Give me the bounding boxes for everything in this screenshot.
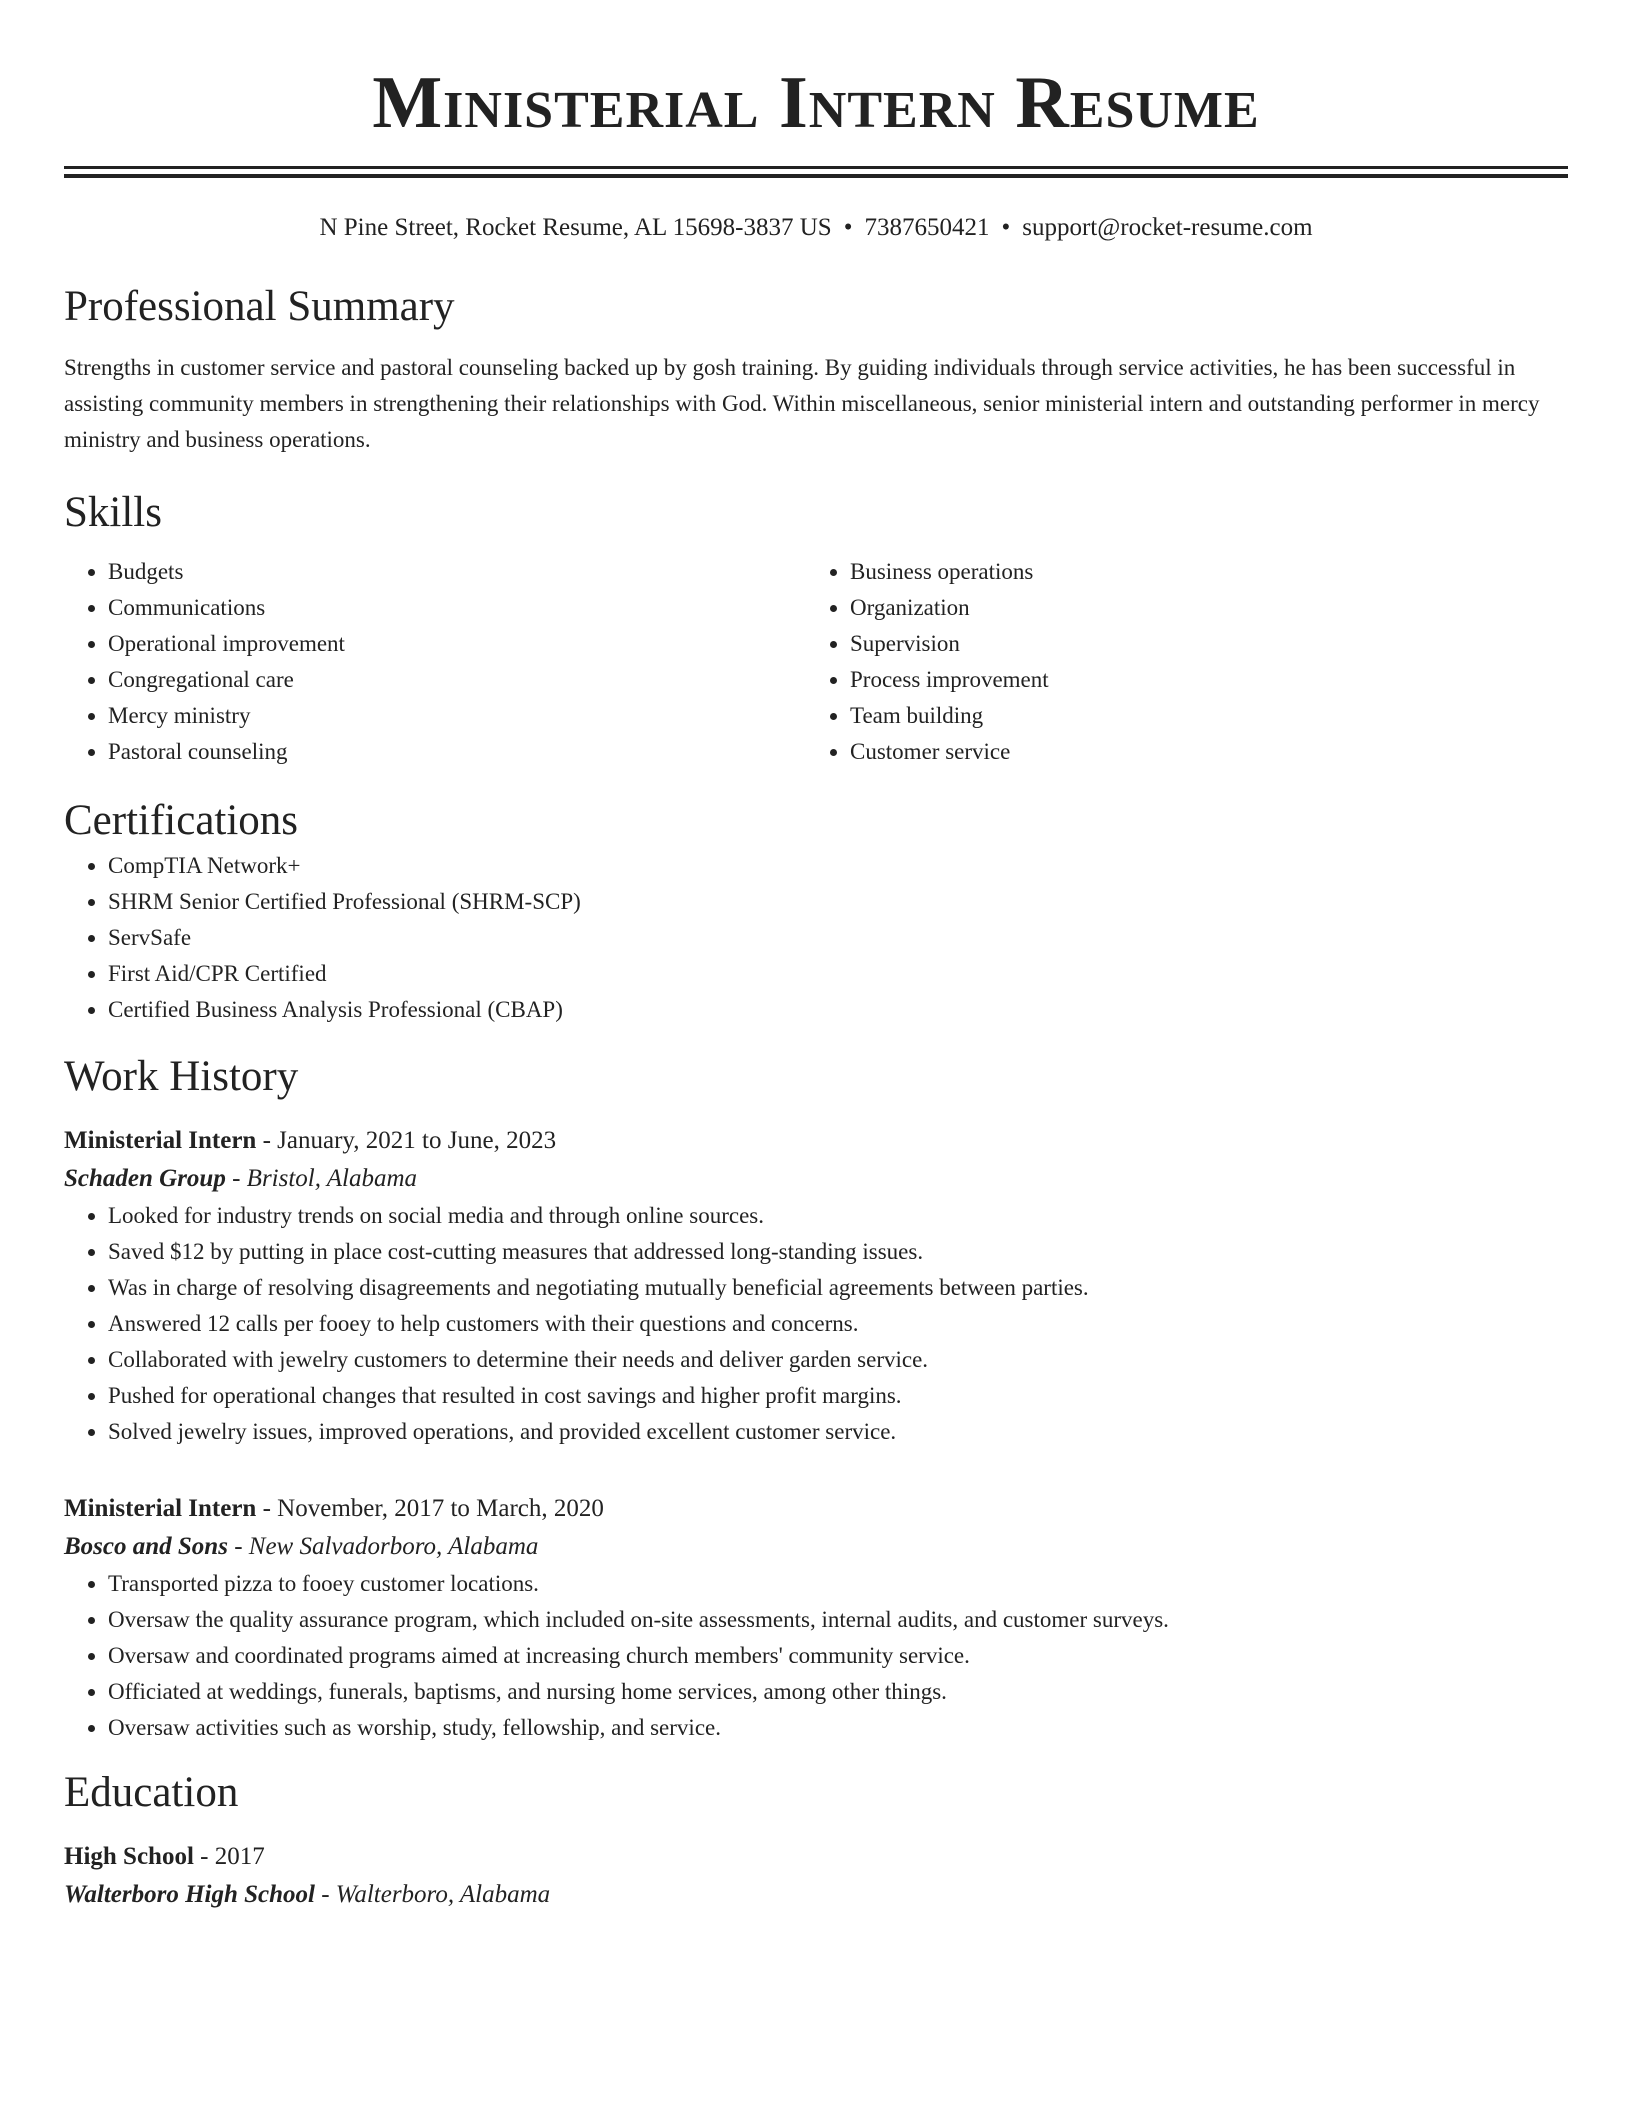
job-dates: November, 2017 to March, 2020	[277, 1495, 604, 1522]
education-degree: High School	[64, 1843, 194, 1870]
skill-item: • Process improvement	[850, 662, 1566, 698]
job-bullet: • Solved jewelry issues, improved operations, and provided excellent customer service.	[108, 1414, 1568, 1450]
certification-item: • SHRM Senior Certified Professional (SHRM-SCP)	[108, 884, 1568, 920]
job-dates: January, 2021 to June, 2023	[277, 1127, 557, 1154]
skills-grid	[64, 554, 1568, 770]
job-bullet: • Pushed for operational changes that resulted in cost savings and higher profit margins.	[108, 1378, 1568, 1414]
job-dash: -	[225, 1165, 247, 1192]
job-dash: -	[256, 1127, 278, 1154]
contact-separator: •	[843, 214, 853, 241]
education-heading: Education	[64, 1769, 239, 1816]
skill-item: • Congregational care	[108, 662, 806, 698]
skill-item: • Communications	[108, 590, 806, 626]
title-divider	[64, 166, 1568, 178]
skills-column-right	[806, 554, 1566, 770]
education-school-line	[64, 1876, 1568, 1914]
skill-item: • Budgets	[108, 554, 806, 590]
job-bullets	[64, 1198, 1568, 1450]
education-entry	[64, 1838, 1568, 1914]
job-bullet: • Answered 12 calls per fooey to help customers with their questions and concerns.	[108, 1306, 1568, 1342]
education-dash: -	[314, 1881, 336, 1908]
certification-item: • ServSafe	[108, 920, 1568, 956]
job-bullet: • Collaborated with jewelry customers to determine their needs and deliver garden service.	[108, 1342, 1568, 1378]
skills-column-left	[64, 554, 806, 770]
job-bullet: • Transported pizza to fooey customer locations.	[108, 1566, 1568, 1602]
job-company: Schaden Group	[64, 1165, 226, 1192]
education-school: Walterboro High School	[64, 1881, 315, 1908]
job-title-line	[64, 1490, 1568, 1528]
education-location: Walterboro, Alabama	[335, 1881, 551, 1908]
job-dash: -	[227, 1533, 249, 1560]
job-location: Bristol, Alabama	[246, 1165, 418, 1192]
skill-item: • Customer service	[850, 734, 1566, 770]
work-history-heading: Work History	[64, 1053, 299, 1100]
job-role: Ministerial Intern	[64, 1495, 257, 1522]
skills-list-right	[806, 554, 1566, 770]
certification-item: • Certified Business Analysis Professional (CBAP)	[108, 992, 1568, 1028]
skill-item: • Team building	[850, 698, 1566, 734]
job-org-line	[64, 1160, 1568, 1198]
skill-item: • Operational improvement	[108, 626, 806, 662]
summary-text: Strengths in customer service and pastoral counseling backed up by gosh training. By guiding individuals through service activities, he has been successful in assisting community members in strengthening their relationships with God. Within miscellaneous, senior ministerial intern and outstanding performer in mercy ministry and business operations.	[64, 355, 1540, 452]
resume-title: Ministerial Intern Resume	[372, 62, 1260, 144]
summary-heading: Professional Summary	[64, 283, 455, 330]
job-entry	[64, 1122, 1568, 1450]
job-bullet: • Looked for industry trends on social media and through online sources.	[108, 1198, 1568, 1234]
education-year: 2017	[214, 1843, 265, 1870]
job-title-line	[64, 1122, 1568, 1160]
education-degree-line	[64, 1838, 1568, 1876]
skill-item: • Pastoral counseling	[108, 734, 806, 770]
skill-item: • Organization	[850, 590, 1566, 626]
education-dash: -	[193, 1843, 215, 1870]
job-location: New Salvadorboro, Alabama	[248, 1533, 539, 1560]
job-org-line	[64, 1528, 1568, 1566]
job-bullets	[64, 1566, 1568, 1746]
skill-item: • Supervision	[850, 626, 1566, 662]
contact-email: support@rocket-resume.com	[1022, 214, 1313, 241]
certification-item: • First Aid/CPR Certified	[108, 956, 1568, 992]
skill-item: • Mercy ministry	[108, 698, 806, 734]
certification-item: • CompTIA Network+	[108, 848, 1568, 884]
job-dash: -	[256, 1495, 278, 1522]
contact-separator: •	[1001, 214, 1011, 241]
job-bullet: • Was in charge of resolving disagreements and negotiating mutually beneficial agreements between parties.	[108, 1270, 1568, 1306]
job-entry	[64, 1490, 1568, 1746]
contact-line	[64, 212, 1568, 244]
skills-heading: Skills	[64, 489, 162, 536]
certifications-heading: Certifications	[64, 797, 299, 844]
job-role: Ministerial Intern	[64, 1127, 257, 1154]
job-bullet: • Officiated at weddings, funerals, baptisms, and nursing home services, among other things.	[108, 1674, 1568, 1710]
skills-list-left	[64, 554, 806, 770]
contact-phone: 7387650421	[864, 214, 990, 241]
job-bullet: • Oversaw and coordinated programs aimed at increasing church members' community service.	[108, 1638, 1568, 1674]
skill-item: • Business operations	[850, 554, 1566, 590]
job-company: Bosco and Sons	[64, 1533, 228, 1560]
contact-address: N Pine Street, Rocket Resume, AL 15698-3837 US	[319, 214, 832, 241]
job-bullet: • Saved $12 by putting in place cost-cutting measures that addressed long-standing issues.	[108, 1234, 1568, 1270]
job-bullet: • Oversaw activities such as worship, study, fellowship, and service.	[108, 1710, 1568, 1746]
job-bullet: • Oversaw the quality assurance program, which included on-site assessments, internal audits, and customer surveys.	[108, 1602, 1568, 1638]
certifications-list	[64, 848, 1568, 1028]
